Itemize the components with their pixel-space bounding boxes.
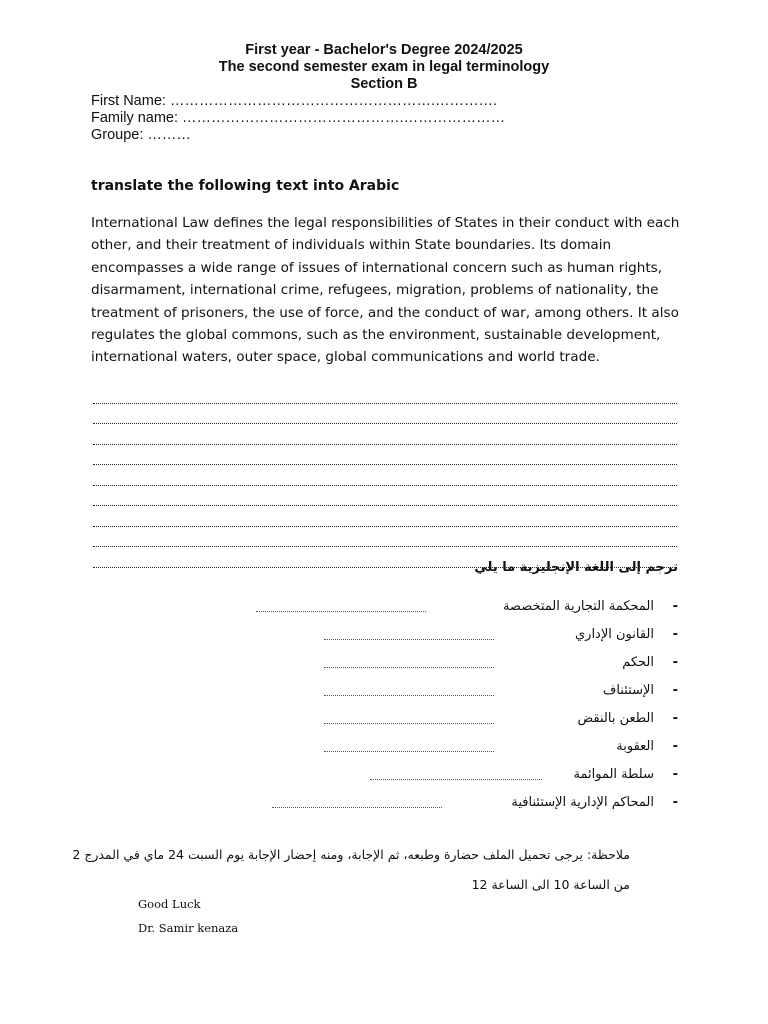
note-line-1: ملاحظة: يرجى تحميل الملف حضارة وطبعه، ثم الإجابة، ومنه إحضار الإجابة يوم السبت 24 ماي في المدرج 2 bbox=[72, 847, 630, 862]
term-answer-line[interactable] bbox=[324, 639, 494, 640]
term-item bbox=[94, 625, 678, 653]
student-fields bbox=[91, 93, 505, 144]
term-answer-line[interactable] bbox=[324, 751, 494, 752]
term-label: الطعن بالنقض bbox=[577, 711, 654, 726]
answer-line[interactable] bbox=[93, 424, 677, 445]
term-item bbox=[94, 597, 678, 625]
term-item bbox=[94, 653, 678, 681]
term-bullet: - bbox=[672, 627, 678, 642]
term-bullet: - bbox=[672, 599, 678, 614]
exam-header bbox=[0, 42, 768, 93]
term-answer-line[interactable] bbox=[324, 723, 494, 724]
term-label: المحاكم الإدارية الإستئنافية bbox=[511, 795, 654, 810]
term-bullet: - bbox=[672, 655, 678, 670]
term-answer-line[interactable] bbox=[370, 779, 542, 780]
answer-line[interactable] bbox=[93, 506, 677, 527]
signature-text: Dr. Samir kenaza bbox=[138, 921, 239, 935]
arabic-instruction: ترجم إلى اللغة الإنجليزية ما يلي bbox=[474, 560, 678, 575]
term-item bbox=[94, 765, 678, 793]
term-item bbox=[94, 737, 678, 765]
header-line-2: The second semester exam in legal terminology bbox=[218, 59, 550, 75]
term-item bbox=[94, 793, 678, 821]
term-answer-line[interactable] bbox=[256, 611, 426, 612]
term-label: الإستئناف bbox=[602, 683, 654, 698]
term-list bbox=[94, 597, 678, 821]
answer-line[interactable] bbox=[93, 383, 677, 404]
answer-line[interactable] bbox=[93, 404, 677, 425]
good-luck-text: Good Luck bbox=[138, 897, 201, 911]
answer-area[interactable] bbox=[93, 383, 677, 568]
exam-note bbox=[70, 840, 630, 900]
term-item bbox=[94, 709, 678, 737]
note-line-2: من الساعة 10 الى الساعة 12 bbox=[471, 877, 630, 892]
header-line-1: First year - Bachelor's Degree 2024/2025 bbox=[245, 42, 523, 58]
term-bullet: - bbox=[672, 739, 678, 754]
term-label: الحكم bbox=[622, 655, 654, 670]
term-label: العقوبة bbox=[616, 739, 654, 754]
term-label: سلطة الموائمة bbox=[573, 767, 654, 782]
groupe-field[interactable]: Groupe: ……… bbox=[91, 127, 191, 143]
term-answer-line[interactable] bbox=[324, 667, 494, 668]
term-label: القانون الإداري bbox=[574, 627, 654, 642]
answer-line[interactable] bbox=[93, 486, 677, 507]
term-bullet: - bbox=[672, 683, 678, 698]
term-bullet: - bbox=[672, 767, 678, 782]
source-paragraph: International Law defines the legal responsibilities of States in their conduct with each other, and their treatment of individuals within State boundaries. Its domain encompasses a wide range of issues of international concern such as human rights, disarmament, international crime, refugees, migration, problems of nationality, the treatment of prisoners, the use of force, and the conduct of war, among others. It also regulates the global commons, such as the environment, sustainable development, international waters, outer space, global communications and world trade. bbox=[91, 215, 680, 366]
answer-line[interactable] bbox=[93, 527, 677, 548]
term-answer-line[interactable] bbox=[272, 807, 442, 808]
header-line-3: Section B bbox=[350, 76, 418, 92]
term-bullet: - bbox=[672, 795, 678, 810]
translate-instruction: translate the following text into Arabic bbox=[91, 178, 400, 194]
family-name-field[interactable]: Family name: ……………………………………….………………… bbox=[91, 110, 506, 126]
term-bullet: - bbox=[672, 711, 678, 726]
term-item bbox=[94, 681, 678, 709]
term-label: المحكمة التجارية المتخصصة bbox=[502, 599, 654, 614]
term-answer-line[interactable] bbox=[324, 695, 494, 696]
first-name-field[interactable]: First Name: ……………………………………………….…………. bbox=[91, 93, 498, 109]
answer-line[interactable] bbox=[93, 465, 677, 486]
answer-line[interactable] bbox=[93, 445, 677, 466]
